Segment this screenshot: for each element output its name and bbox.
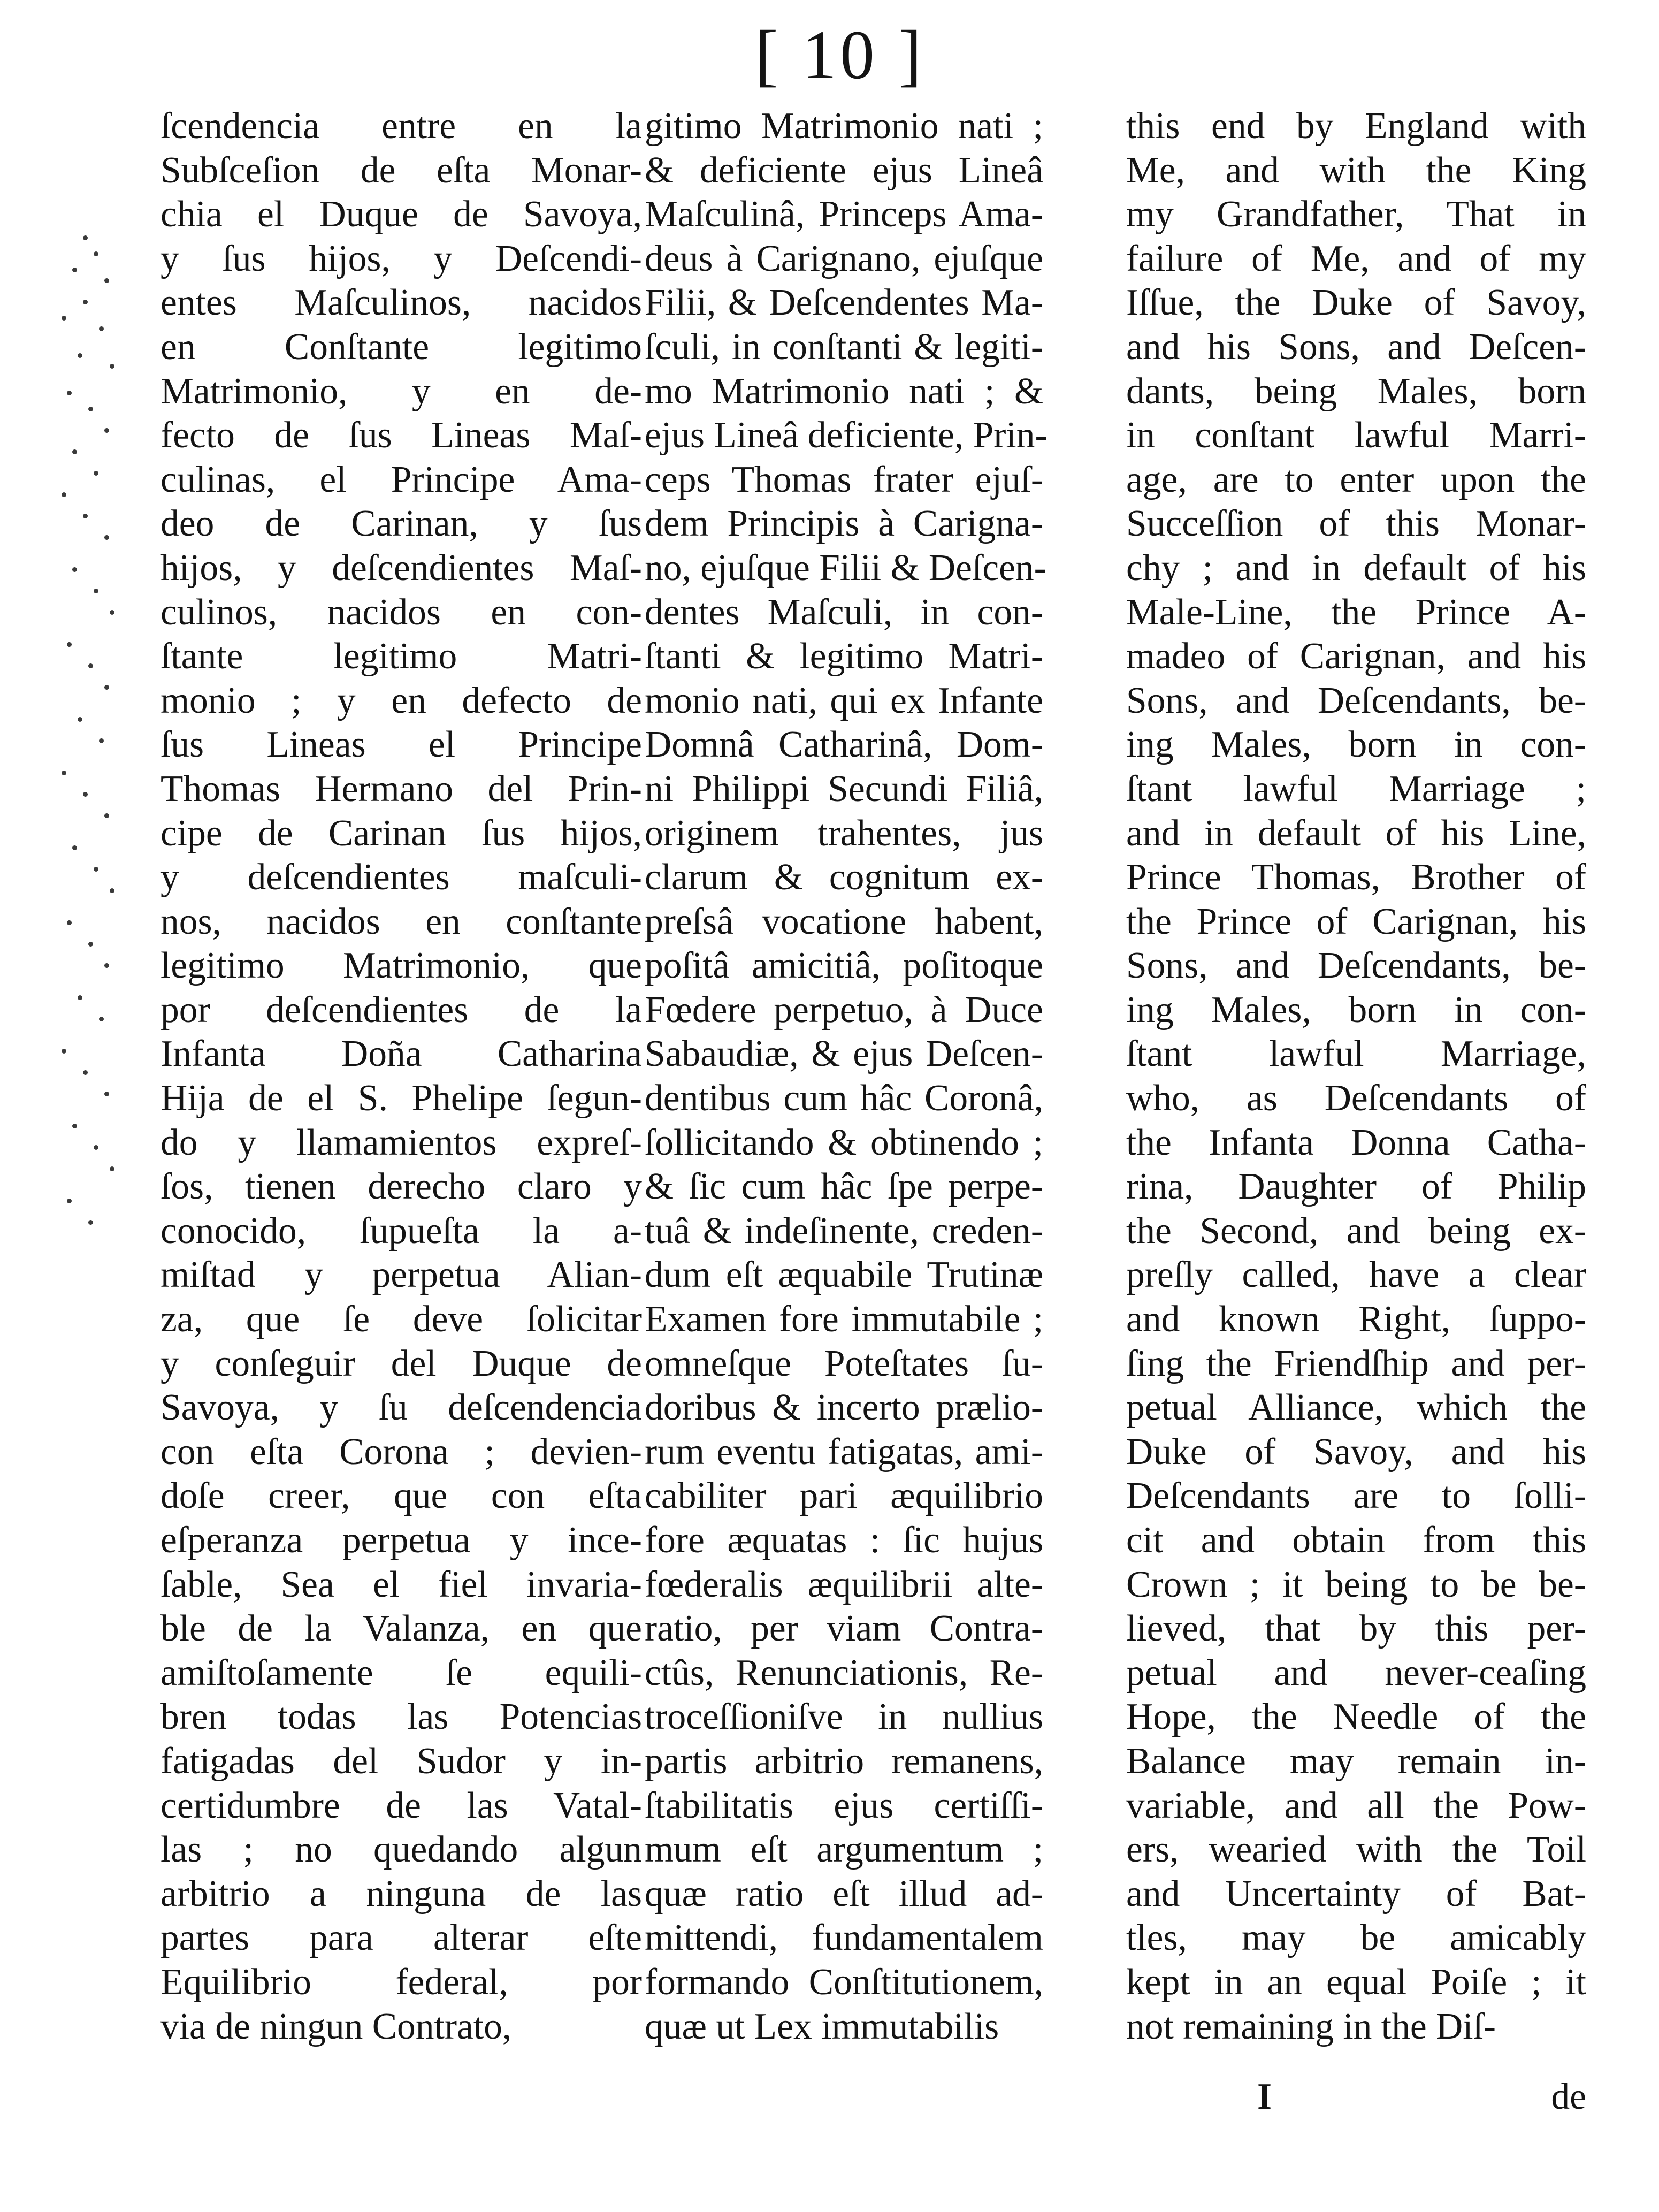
text-line: originem trahentes, jus: [645, 812, 1043, 854]
text-line: petual Alliance, which the: [1126, 1387, 1586, 1429]
text-line: chia el Duque de Savoya,: [160, 194, 642, 235]
text-line: preſsâ vocatione habent,: [645, 901, 1043, 942]
bleed-dot: [83, 1070, 88, 1075]
bleed-dot: [94, 471, 98, 476]
text-line: troceſſioniſve in nullius: [645, 1696, 1043, 1738]
bleed-dot: [104, 963, 109, 968]
latin-column: [645, 104, 1048, 2049]
text-line: nos, nacidos en conſtante: [160, 901, 642, 942]
bleed-dot: [94, 589, 98, 593]
text-line: and in default of his Line,: [1126, 812, 1586, 854]
text-line: no, ejuſque Filii & Deſcen-: [645, 547, 1046, 589]
text-line: Savoya, y ſu deſcendencia: [160, 1387, 642, 1429]
text-line: Iſſue, the Duke of Savoy,: [1126, 282, 1586, 324]
text-line: rina, Daughter of Philip: [1126, 1166, 1586, 1208]
bleed-dot: [104, 428, 109, 433]
text-line: fore æquatas : ſic hujus: [645, 1520, 1043, 1561]
spanish-column: [160, 104, 642, 2049]
text-line: mum eſt argumentum ;: [645, 1829, 1043, 1871]
text-line: cipe de Carinan ſus hijos,: [160, 812, 642, 854]
text-line: dants, being Males, born: [1126, 370, 1586, 412]
text-line: Sons, and Deſcendants, be-: [1126, 680, 1586, 721]
text-line: dentibus cum hâc Coronâ,: [645, 1078, 1043, 1119]
text-line: madeo of Carignan, and his: [1126, 636, 1586, 677]
text-line: ſtant lawful Marriage,: [1126, 1033, 1586, 1075]
text-line: ſculi, in conſtanti & legiti-: [645, 326, 1043, 368]
bleed-dot: [72, 567, 77, 572]
text-line: Hope, the Needle of the: [1126, 1696, 1586, 1738]
bleed-dot: [62, 771, 66, 775]
text-line: por deſcendientes de la: [160, 989, 642, 1031]
text-line: quæ ratio eſt illud ad-: [645, 1873, 1043, 1914]
text-line: and known Right, ſuppo-: [1126, 1299, 1586, 1340]
text-line: Thomas Hermano del Prin-: [160, 768, 642, 810]
text-line: Male-Line, the Prince A-: [1126, 591, 1586, 633]
text-line: monio ; y en defecto de: [160, 680, 642, 721]
text-line: culinas, el Principe Ama-: [160, 459, 642, 500]
text-line: ſollicitando & obtinendo ;: [645, 1122, 1043, 1163]
text-line: Hija de el S. Phelipe ſegun-: [160, 1078, 642, 1119]
text-line: monio nati, qui ex Infante: [645, 680, 1043, 721]
bleed-dot: [110, 1166, 114, 1171]
text-line: preſly called, have a clear: [1126, 1254, 1586, 1296]
bleed-dot: [78, 995, 82, 1000]
text-line: age, are to enter upon the: [1126, 459, 1586, 500]
bleed-dot: [83, 514, 88, 518]
text-line: the Second, and being ex-: [1126, 1210, 1586, 1252]
catchword: de: [1551, 2076, 1586, 2117]
text-line: Duke of Savoy, and his: [1126, 1431, 1586, 1473]
text-line: ers, wearied with the Toil: [1126, 1829, 1586, 1871]
bleed-dot: [110, 610, 114, 615]
bleed-dot: [94, 251, 98, 256]
bleed-dot: [99, 738, 104, 743]
text-line: Prince Thomas, Brother of: [1126, 857, 1586, 898]
bleed-dot: [72, 449, 77, 454]
text-line: doſe creer, que con eſta: [160, 1475, 642, 1517]
text-line: kept in an equal Poiſe ; it: [1126, 1961, 1586, 2003]
text-line: petual and never-ceaſing: [1126, 1652, 1586, 1694]
text-line: za, que ſe deve ſolicitar: [160, 1299, 642, 1340]
text-line: Fœdere perpetuo, à Duce: [645, 989, 1043, 1031]
text-line: not remaining in the Diſ-: [1126, 2005, 1496, 2047]
text-line: ing Males, born in con-: [1126, 989, 1586, 1031]
bleed-dot: [72, 845, 77, 850]
bleed-dot: [110, 888, 114, 893]
bleed-dot: [110, 364, 114, 369]
text-line: failure of Me, and of my: [1126, 238, 1586, 279]
bleed-dot: [104, 685, 109, 690]
text-line: Succeſſion of this Monar-: [1126, 503, 1586, 545]
text-line: gitimo Matrimonio nati ;: [645, 105, 1043, 147]
text-line: and his Sons, and Deſcen-: [1126, 326, 1586, 368]
bleed-dot: [67, 642, 72, 647]
text-line: & deficiente ejus Lineâ: [645, 149, 1043, 191]
bleed-dot: [104, 278, 109, 283]
text-line: ſcendencia entre en la: [160, 105, 642, 147]
text-line: Filii, & Deſcendentes Ma-: [645, 282, 1043, 324]
bleed-dot: [72, 268, 77, 272]
text-line: Me, and with the King: [1126, 149, 1586, 191]
text-line: Matrimonio, y en de-: [160, 370, 642, 412]
bleed-dot: [88, 942, 93, 947]
text-line: ing Males, born in con-: [1126, 724, 1586, 766]
text-line: Subſceſion de eſta Monar-: [160, 149, 642, 191]
text-line: Maſculinâ, Princeps Ama-: [645, 194, 1043, 235]
text-line: & ſic cum hâc ſpe perpe-: [645, 1166, 1043, 1208]
text-line: my Grandfather, That in: [1126, 194, 1586, 235]
text-line: ceps Thomas frater ejuſ-: [645, 459, 1043, 500]
text-line: the Infanta Donna Catha-: [1126, 1122, 1586, 1163]
text-line: ſing the Friendſhip and per-: [1126, 1343, 1586, 1384]
text-line: clarum & cognitum ex-: [645, 857, 1043, 898]
text-line: tuâ & indeſinente, creden-: [645, 1210, 1043, 1252]
text-line: omneſque Poteſtates ſu-: [645, 1343, 1043, 1384]
page-number: [ 10 ]: [755, 17, 925, 94]
bleed-dot: [83, 235, 88, 240]
text-line: eſperanza perpetua y ince-: [160, 1520, 642, 1561]
text-line: y ſus hijos, y Deſcendi-: [160, 238, 642, 279]
text-line: ſable, Sea el fiel invaria-: [160, 1563, 642, 1605]
text-line: arbitrio a ninguna de las: [160, 1873, 642, 1914]
bleed-dot: [67, 391, 72, 395]
text-line: deus à Carignano, ejuſque: [645, 238, 1043, 279]
text-line: tles, may be amicably: [1126, 1917, 1586, 1959]
text-line: Crown ; it being to be be-: [1126, 1563, 1586, 1605]
text-line: Equilibrio federal, por: [160, 1961, 642, 2003]
text-line: ſtabilitatis ejus certiſſi-: [645, 1784, 1043, 1826]
text-line: hijos, y deſcendientes Maſ-: [160, 547, 642, 589]
text-line: variable, and all the Pow-: [1126, 1784, 1586, 1826]
english-column: [1126, 104, 1586, 2049]
text-line: cit and obtain from this: [1126, 1520, 1586, 1561]
text-line: chy ; and in default of his: [1126, 547, 1586, 589]
text-line: fœderalis æquilibrii alte-: [645, 1563, 1043, 1605]
text-line: do y llamamientos expreſ-: [160, 1122, 642, 1163]
text-line: ſtante legitimo Matri-: [160, 636, 642, 677]
margin-bleed-through-marks: [51, 235, 158, 1306]
text-line: formando Conſtitutionem,: [645, 1961, 1043, 2003]
bleed-dot: [67, 920, 72, 925]
text-line: lieved, that by this per-: [1126, 1608, 1586, 1650]
bleed-dot: [94, 1145, 98, 1150]
bleed-dot: [62, 1049, 66, 1054]
text-line: en Conſtante legitimo: [160, 326, 642, 368]
text-line: deo de Carinan, y ſus: [160, 503, 642, 545]
text-line: y conſeguir del Duque de: [160, 1343, 642, 1384]
text-line: Infanta Doña Catharina: [160, 1033, 642, 1075]
text-line: amiſtoſamente ſe equili-: [160, 1652, 642, 1694]
bleed-dot: [78, 717, 82, 722]
text-line: mo Matrimonio nati ; &: [645, 370, 1043, 412]
text-line: legitimo Matrimonio, que: [160, 945, 642, 987]
text-line: ble de la Valanza, en que: [160, 1608, 642, 1650]
text-line: conocido, ſupueſta la a-: [160, 1210, 642, 1252]
signature-mark: I: [1257, 2076, 1272, 2117]
text-line: the Prince of Carignan, his: [1126, 901, 1586, 942]
text-line: fecto de ſus Lineas Maſ-: [160, 415, 642, 456]
text-line: via de ningun Contrato,: [160, 2005, 512, 2047]
text-line: con eſta Corona ; devien-: [160, 1431, 642, 1473]
text-line: mittendi, fundamentalem: [645, 1917, 1043, 1959]
text-line: Sabaudiæ, & ejus Deſcen-: [645, 1033, 1043, 1075]
text-line: partes para alterar eſte: [160, 1917, 642, 1959]
text-line: quæ ut Lex immutabilis: [645, 2005, 999, 2047]
bleed-dot: [62, 492, 66, 497]
text-line: miſtad y perpetua Alian-: [160, 1254, 642, 1296]
bleed-dot: [62, 316, 66, 321]
text-line: rum eventu fatigatas, ami-: [645, 1431, 1043, 1473]
text-line: cabiliter pari æquilibrio: [645, 1475, 1043, 1517]
text-line: this end by England with: [1126, 105, 1586, 147]
bleed-dot: [104, 813, 109, 818]
text-line: who, as Deſcendants of: [1126, 1078, 1586, 1119]
text-line: poſitâ amicitiâ, poſitoque: [645, 945, 1043, 987]
text-line: ni Philippi Secundi Filiâ,: [645, 768, 1043, 810]
text-line: ejus Lineâ deficiente, Prin-: [645, 415, 1048, 456]
text-line: Examen fore immutabile ;: [645, 1299, 1043, 1340]
text-line: dentes Maſculi, in con-: [645, 591, 1043, 633]
bleed-dot: [104, 535, 109, 540]
text-line: Sons, and Deſcendants, be-: [1126, 945, 1586, 987]
bleed-dot: [88, 407, 93, 411]
text-line: y deſcendientes maſculi-: [160, 857, 642, 898]
text-line: Deſcendants are to ſolli-: [1126, 1475, 1586, 1517]
text-line: ſus Lineas el Principe: [160, 724, 642, 766]
text-line: ſos, tienen derecho claro y: [160, 1166, 642, 1208]
text-line: ratio, per viam Contra-: [645, 1608, 1043, 1650]
bleed-dot: [99, 1017, 104, 1021]
bleed-dot: [72, 1124, 77, 1128]
text-line: ſtanti & legitimo Matri-: [645, 636, 1043, 677]
text-line: culinos, nacidos en con-: [160, 591, 642, 633]
text-line: partis arbitrio remanens,: [645, 1740, 1043, 1782]
text-line: ctûs, Renunciationis, Re-: [645, 1652, 1043, 1694]
bleed-dot: [94, 867, 98, 872]
text-line: dem Principis à Carigna-: [645, 503, 1043, 545]
text-line: in conſtant lawful Marri-: [1126, 415, 1586, 456]
text-line: ſtant lawful Marriage ;: [1126, 768, 1586, 810]
text-line: certidumbre de las Vatal-: [160, 1784, 642, 1826]
text-line: and Uncertainty of Bat-: [1126, 1873, 1586, 1914]
bleed-dot: [88, 663, 93, 668]
text-line: fatigadas del Sudor y in-: [160, 1740, 642, 1782]
text-line: bren todas las Potencias: [160, 1696, 642, 1738]
text-line: Balance may remain in-: [1126, 1740, 1586, 1782]
text-line: Domnâ Catharinâ, Dom-: [645, 724, 1043, 766]
bleed-dot: [88, 1220, 93, 1225]
text-line: doribus & incerto prælio-: [645, 1387, 1043, 1429]
bleed-dot: [104, 1092, 109, 1096]
text-line: dum eſt æquabile Trutinæ: [645, 1254, 1043, 1296]
bleed-dot: [83, 792, 88, 797]
text-line: entes Maſculinos, nacidos: [160, 282, 642, 324]
text-line: las ; no quedando algun: [160, 1829, 642, 1871]
bleed-dot: [99, 326, 104, 331]
bleed-dot: [78, 353, 82, 358]
bleed-dot: [83, 300, 88, 304]
bleed-dot: [67, 1199, 72, 1203]
